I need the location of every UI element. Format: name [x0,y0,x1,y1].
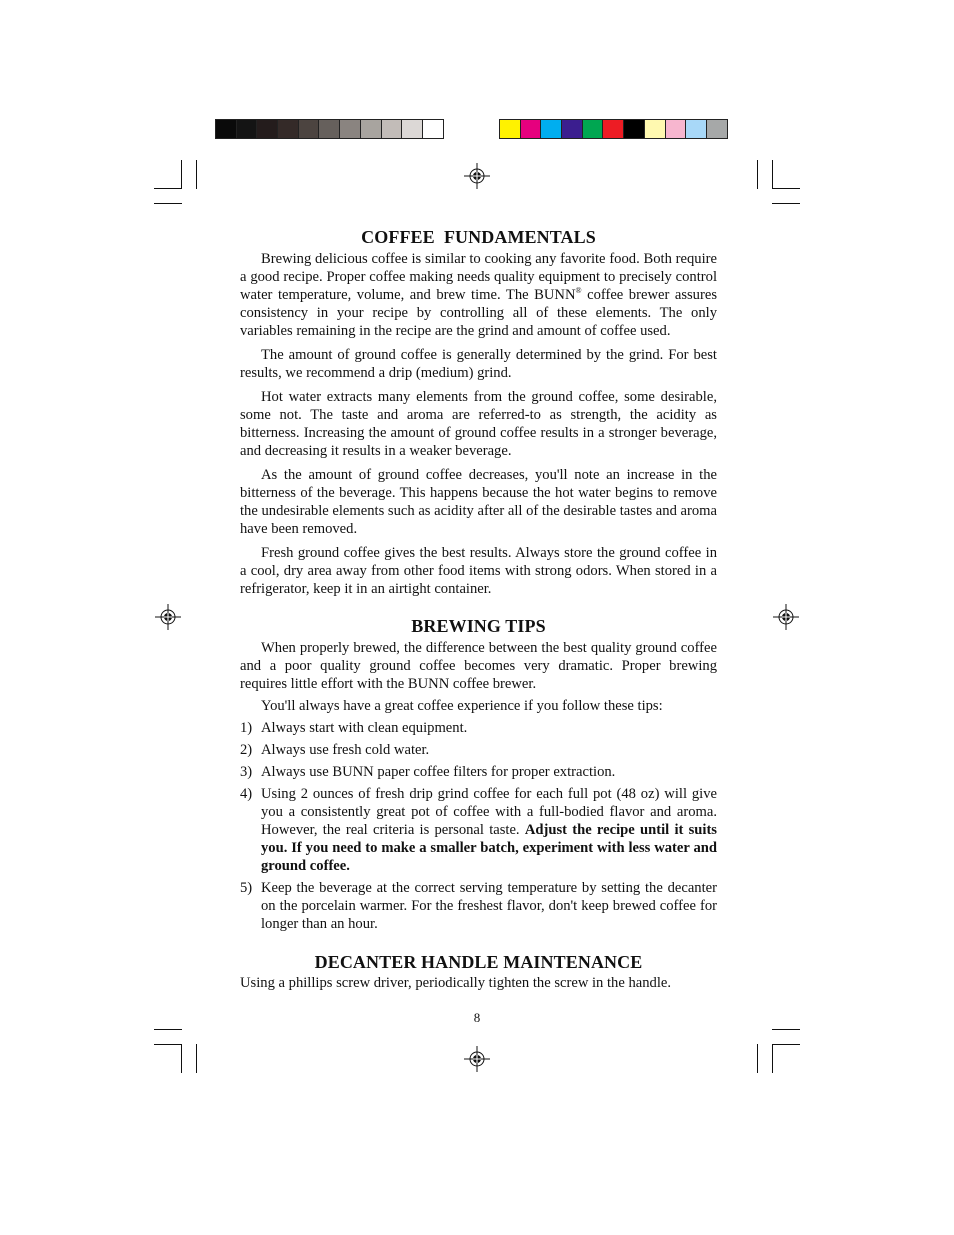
list-item-text: Using 2 ounces of fresh drip grind coffee for each full pot (48 oz) will give you a consistently great pot of coffee with a full-bodied flavor and aroma. However, the real criteria is personal taste. [261,786,717,838]
crop-mark [772,1029,800,1030]
crop-mark [154,1044,182,1045]
crop-mark [181,1044,182,1073]
list-number: 1) [240,720,253,736]
paragraph: When properly brewed, the difference between the best quality ground coffee and a poor quality ground coffee becomes very dramatic. Proper brewing requires little effort with the BUNN coffee brewer. [240,640,717,692]
color-swatch [401,119,423,139]
list-item-text: Always start with clean equipment. [261,720,468,736]
color-swatch [318,119,340,139]
paragraph-text: Brewing delicious coffee is similar to cooking any favorite food. Both require a good recipe. Proper coffee making needs quality equipment to precisely control water temperature, volume, and brew time. The BUNN [240,251,717,303]
crop-mark [772,160,773,189]
section-heading: COFFEE FUNDAMENTALS [361,227,596,247]
color-swatch [422,119,444,139]
registration-mark-icon [155,604,181,630]
color-swatch [298,119,320,139]
color-swatch [499,119,521,139]
crop-mark [772,188,800,189]
crop-mark [181,160,182,189]
paragraph [240,250,717,340]
paragraph: Using a phillips screw driver, periodically tighten the screw in the handle. [240,975,672,991]
grayscale-calibration-bar [215,119,443,139]
crop-mark [154,203,182,204]
color-swatch [360,119,382,139]
crop-mark [154,188,182,189]
list-number: 4) [240,786,253,802]
crop-mark [196,160,197,189]
page-number: 8 [473,1010,481,1025]
decanter-handle-section [240,951,717,992]
color-calibration-bar [499,119,727,139]
paragraph: As the amount of ground coffee decreases, you'll note an increase in the bitterness of the beverage. This happens because the hot water begins to remove the undesirable elements such as acidity after all of the desirable tastes and aroma have been removed. [240,467,717,537]
list-item [240,741,717,759]
registration-mark-icon [464,163,490,189]
color-swatch [540,119,562,139]
list-item [240,763,717,781]
crop-mark [196,1044,197,1073]
paragraph-text: coffee brewer assures consistency in your recipe by controlling all of these elements. The only variables remaining in the recipe are the grind and amount of coffee used. [240,287,717,339]
color-swatch [706,119,728,139]
color-swatch [256,119,278,139]
section-heading: BREWING TIPS [411,616,546,636]
list-item-text: Keep the beverage at the correct serving temperature by setting the decanter on the porcelain warmer. For the freshest flavor, don't keep brewed coffee for longer than an hour. [261,880,717,932]
list-item-text: Always use fresh cold water. [261,742,430,758]
registration-mark-icon [464,1046,490,1072]
color-swatch [644,119,666,139]
crop-mark [772,1044,800,1045]
list-number: 5) [240,880,253,896]
tips-list [240,719,717,933]
color-swatch [602,119,624,139]
paragraph: The amount of ground coffee is generally determined by the grind. For best results, we recommend a drip (medium) grind. [240,347,717,381]
color-swatch [582,119,604,139]
color-swatch [339,119,361,139]
list-item-emphasis: Adjust the recipe until it suits you. If you need to make a smaller batch, experiment with less water and ground coffee. [261,822,717,874]
color-swatch [236,119,258,139]
color-swatch [277,119,299,139]
list-item [240,785,717,875]
color-swatch [665,119,687,139]
crop-mark [772,203,800,204]
color-swatch [520,119,542,139]
registration-mark-icon [773,604,799,630]
crop-mark [154,1029,182,1030]
crop-mark [757,1044,758,1073]
paragraph: Fresh ground coffee gives the best results. Always store the ground coffee in a cool, dry area away from other food items with strong odors. When stored in a refrigerator, keep it in an airtight container. [240,545,717,597]
color-swatch [215,119,237,139]
crop-mark [772,1044,773,1073]
section-heading: DECANTER HANDLE MAINTENANCE [314,952,643,972]
list-number: 3) [240,764,253,780]
paragraph: You'll always have a great coffee experience if you follow these tips: [261,698,663,714]
list-item [240,719,717,737]
coffee-fundamentals-section [240,226,717,598]
crop-mark [757,160,758,189]
color-swatch [381,119,403,139]
paragraph: Hot water extracts many elements from the ground coffee, some desirable, some not. The taste and aroma are referred-to as strength, the acidity as bitterness. Increasing the amount of ground coffee results in a stronger beverage, and decreasing it results in a weaker beverage. [240,389,717,459]
color-swatch [561,119,583,139]
list-number: 2) [240,742,253,758]
list-item [240,879,717,933]
color-swatch [623,119,645,139]
brewing-tips-section [240,615,717,933]
color-swatch [685,119,707,139]
page-content [240,226,717,992]
registered-mark: ® [575,286,582,295]
list-item-text: Always use BUNN paper coffee filters for proper extraction. [261,764,616,780]
